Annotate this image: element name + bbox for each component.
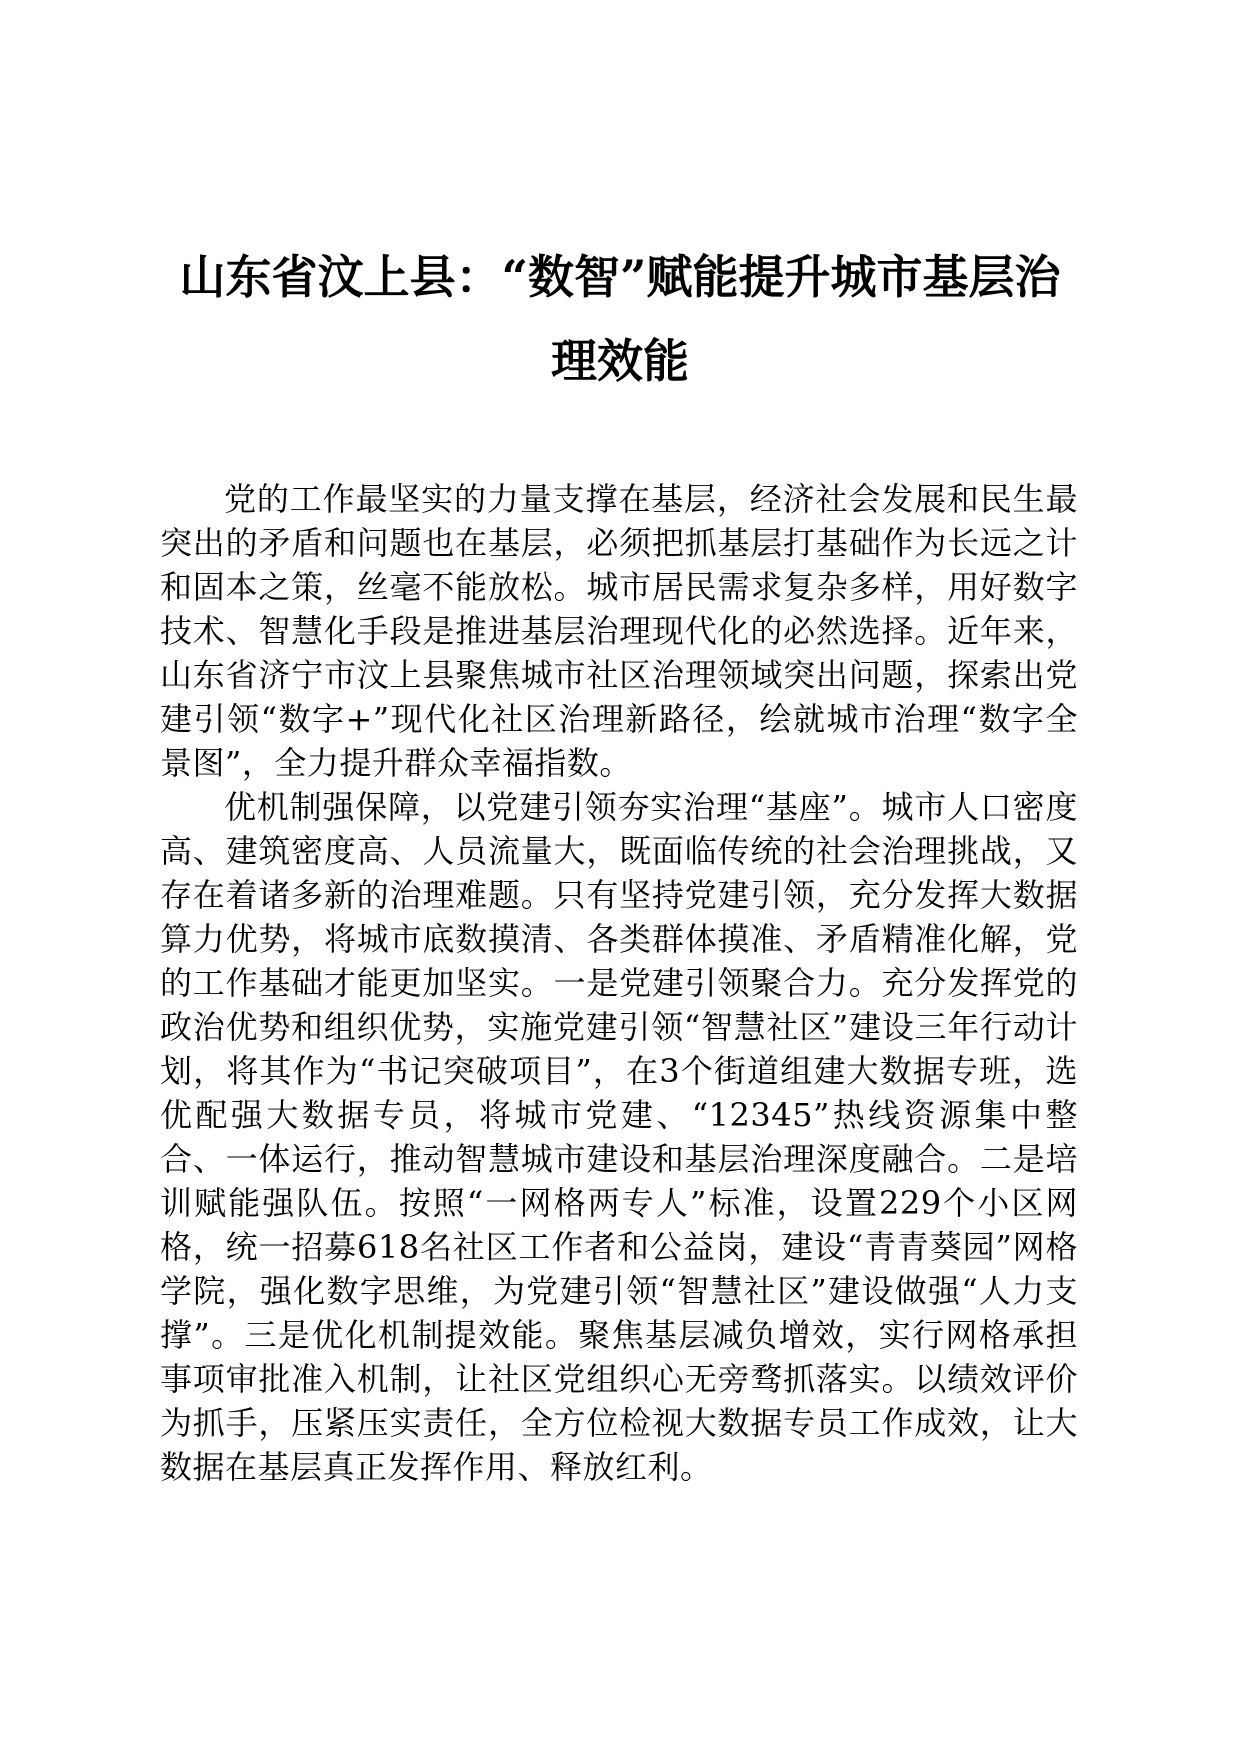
title-line-2: 理效能 xyxy=(551,334,689,388)
document-title xyxy=(150,235,1090,403)
document-body xyxy=(160,477,1078,1489)
title-line-1: 山东省汶上县：“数智”赋能提升城市基层治 xyxy=(179,250,1061,304)
paragraph-mechanism: 优机制强保障，以党建引领夯实治理“基座”。城市人口密度高、建筑密度高、人员流量大，既面临传统的社会治理挑战，又存在着诸多新的治理难题。只有坚持党建引领，充分发挥大数据算力优势，将城市底数摸清、各类群体摸准、矛盾精准化解，党的工作基础才能更加坚实。一是党建引领聚合力。充分发挥党的政治优势和组织优势，实施党建引领“智慧社区”建设三年行动计划，将其作为“书记突破项目”，在3个街道组建大数据专班，选优配强大数据专员，将城市党建、“12345”热线资源集中整合、一体运行，推动智慧城市建设和基层治理深度融合。二是培训赋能强队伍。按照“一网格两专人”标准，设置229个小区网格，统一招募618名社区工作者和公益岗，建设“青青葵园”网格学院，强化数字思维，为党建引领“智慧社区”建设做强“人力支撑”。三是优化机制提效能。聚焦基层减负增效，实行网格承担事项审批准入机制，让社区党组织心无旁骛抓落实。以绩效评价为抓手，压紧压实责任，全方位检视大数据专员工作成效，让大数据在基层真正发挥作用、释放红利。 xyxy=(160,788,1078,1486)
paragraph-intro: 党的工作最坚实的力量支撑在基层，经济社会发展和民生最突出的矛盾和问题也在基层，必须把抓基层打基础作为长远之计和固本之策，丝毫不能放松。城市居民需求复杂多样，用好数字技术、智慧化手段是推进基层治理现代化的必然选择。近年来，山东省济宁市汶上县聚焦城市社区治理领域突出问题，探索出党建引领“数字+”现代化社区治理新路径，绘就城市治理“数字全景图”，全力提升群众幸福指数。 xyxy=(160,480,1078,782)
